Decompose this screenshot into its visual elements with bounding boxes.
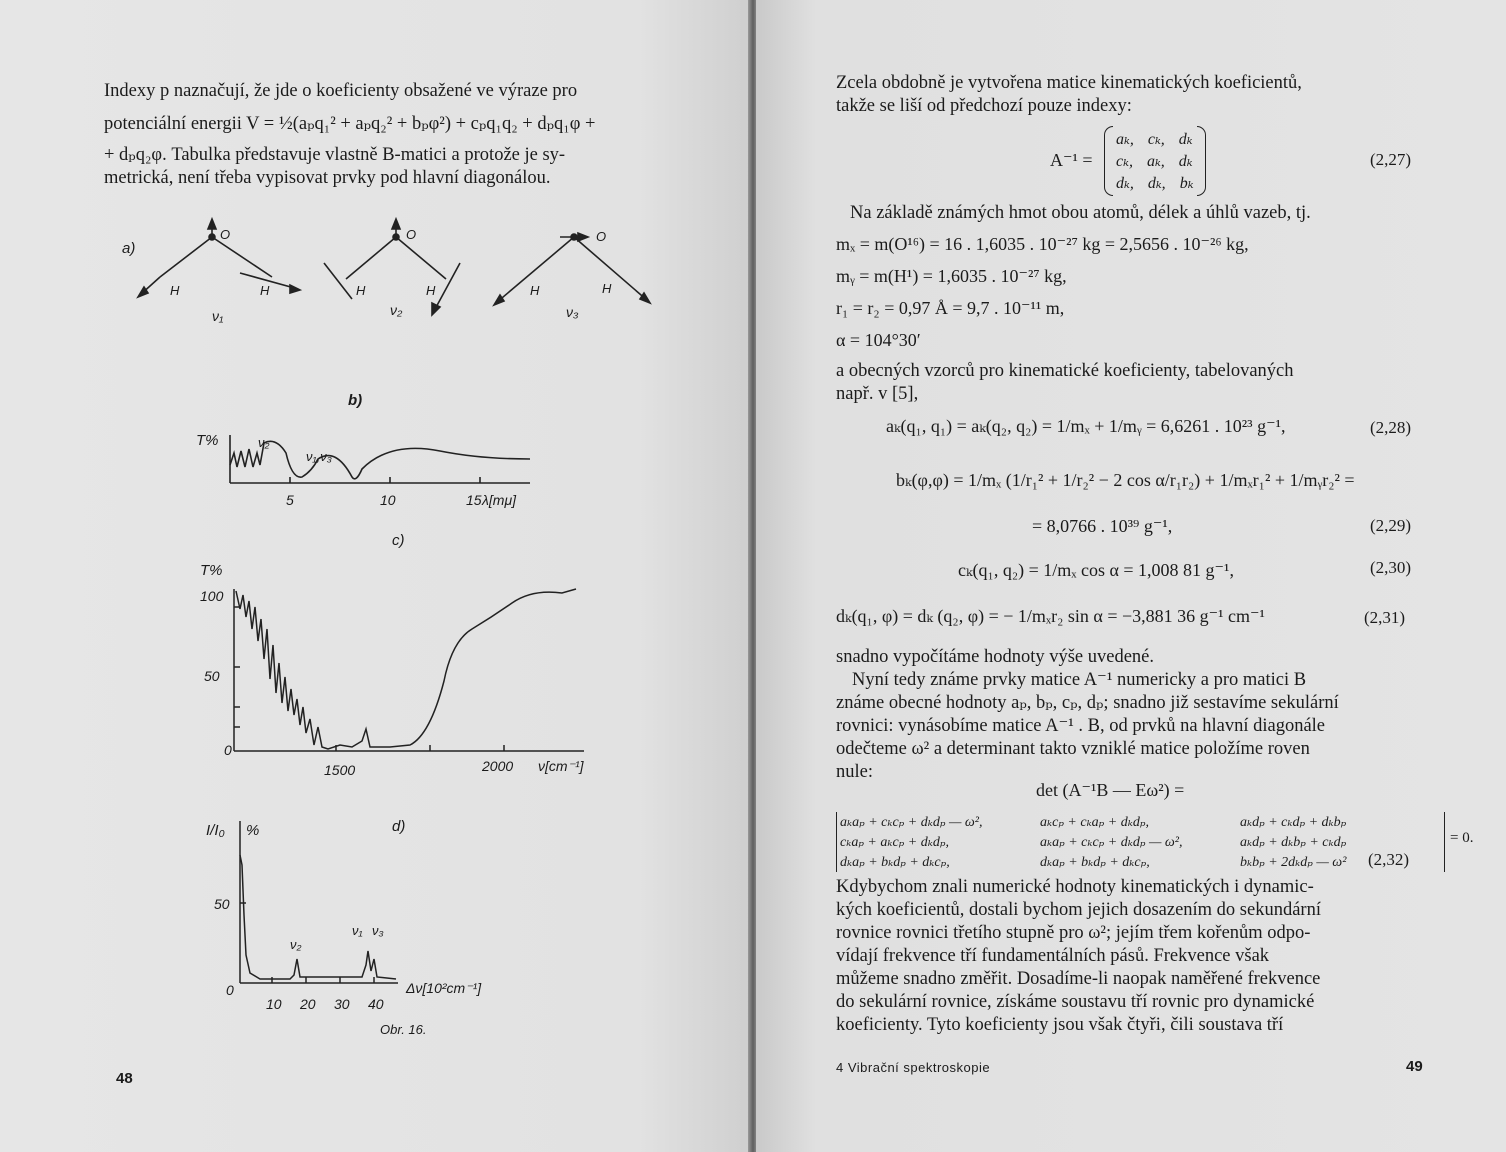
determinant-title: det (A⁻¹B — Eω²) = xyxy=(1036,780,1185,800)
nu1-d: ν₁ xyxy=(352,923,363,938)
text-line: rovnice rovnici třetího stupně pro ω²; jejím třem kořenům odpo- xyxy=(836,923,1311,943)
svg-text:O: O xyxy=(220,227,231,242)
b-ylabel: T% xyxy=(196,432,219,449)
figure-16 xyxy=(100,215,660,1045)
svg-text:O: O xyxy=(596,229,607,244)
nu1-label: ν₁ xyxy=(212,308,224,324)
nu13-b: ν₁,ν₃ xyxy=(306,449,332,464)
const-alpha: α = 104°30′ xyxy=(836,330,921,350)
equation-number-2-27: (2,27) xyxy=(1370,150,1412,169)
nu3-d: ν₃ xyxy=(372,923,384,938)
text-line: a obecných vzorců pro kinematické koeficienty, tabelovaných xyxy=(836,361,1294,381)
d-ylabel: I/I₀ xyxy=(206,822,225,839)
determinant-rhs: = 0. xyxy=(1450,830,1474,846)
const-r: r₁ = r₂ = 0,97 Å = 9,7 . 10⁻¹¹ m, xyxy=(836,298,1065,318)
molecule-nu3 xyxy=(494,233,650,305)
text-line: + dₚq₂φ. Tabulka představuje vlastně B-matici a protože je sy- xyxy=(104,145,566,165)
paragraph-1 xyxy=(836,72,1422,118)
equation-b-result: = 8,0766 . 10³⁹ g⁻¹, xyxy=(1032,516,1173,536)
spectrum-b xyxy=(230,435,530,483)
equation-b: bₖ(φ,φ) = 1/mₓ (1/r₁² + 1/r₂² − 2 cos α/r₁r₂) + 1/mₓr₁² + 1/mᵧr₂² = xyxy=(896,470,1355,490)
text-line: Kdybychom znali numerické hodnoty kinematických i dynamic- xyxy=(836,877,1314,897)
kinematic-matrix: aₖ, cₖ, dₖ cₖ, aₖ, dₖ dₖ, dₖ, bₖ xyxy=(1116,128,1194,194)
const-mx: mₓ = m(O¹⁶) = 16 . 1,6035 . 10⁻²⁷ kg = 2,5656 . 10⁻²⁶ kg, xyxy=(836,234,1249,254)
svg-text:O: O xyxy=(406,227,417,242)
page-number-right: 49 xyxy=(1406,1058,1423,1075)
matrix-lhs: A⁻¹ = xyxy=(1050,150,1093,170)
text-line: snadno vypočítáme hodnoty výše uvedené. xyxy=(836,647,1155,667)
label-a: a) xyxy=(122,240,136,257)
svg-text:10: 10 xyxy=(380,492,396,508)
text-line: metrická, není třeba vypisovat prvky pod hlavní diagonálou. xyxy=(104,168,551,188)
svg-text:5: 5 xyxy=(286,492,294,508)
text-line: Na základě známých hmot obou atomů, délek a úhlů vazeb, tj. xyxy=(850,203,1311,223)
left-page xyxy=(0,0,750,1152)
svg-text:20: 20 xyxy=(300,996,316,1012)
b-xlabel: λ[mμ] xyxy=(482,492,517,508)
paragraph-4 xyxy=(836,646,1422,784)
svg-text:H: H xyxy=(602,281,612,296)
svg-text:H: H xyxy=(170,283,180,298)
text-line: Indexy p naznačují, že jde o koeficienty obsažené ve výraze pro xyxy=(104,81,578,101)
svg-text:50: 50 xyxy=(204,668,220,684)
text-line: koeficienty. Tyto koeficienty jsou však čtyři, čili soustava tří xyxy=(836,1015,1284,1035)
paragraph-3 xyxy=(836,360,1422,406)
text-line: potenciální energii V = ½(aₚq₁² + aₚq₂² + bₚφ²) + cₚq₁q₂ + dₚq₁φ + xyxy=(104,114,596,134)
equation-number-2-28: (2,28) xyxy=(1370,418,1412,437)
c-ylabel: T% xyxy=(200,562,223,579)
text-line: vídají frekvence tří fundamentálních pásů. Frekvence však xyxy=(836,946,1270,966)
svg-text:H: H xyxy=(426,283,436,298)
right-page xyxy=(756,0,1506,1152)
running-footer: 4 Vibrační spektroskopie xyxy=(836,1060,991,1075)
svg-text:50: 50 xyxy=(214,896,230,912)
nu2-label: ν₂ xyxy=(390,302,403,318)
d-unit: % xyxy=(246,822,260,839)
text-line: odečteme ω² a determinant takto vzniklé matice položíme roven xyxy=(836,739,1310,759)
secular-determinant: aₖaₚ + cₖcₚ + dₖdₚ — ω², aₖcₚ + cₖaₚ + dₖdₚ, aₖdₚ + cₖdₚ + dₖbₚ cₖaₚ + aₖcₚ + dₖdₚ, aₖaₚ + cₖcₚ + dₖdₚ — ω², aₖdₚ + dₖbₚ + cₖdₚ dₖaₚ + bₖdₚ + dₖcₚ, dₖaₚ + bₖdₚ + dₖcₚ, bₖbₚ + 2dₖdₚ — ω² xyxy=(840,812,1440,872)
text-line: Nyní tedy známe prvky matice A⁻¹ numericky a pro matici B xyxy=(852,670,1307,690)
text-line: rovnici: vynásobíme matice A⁻¹ . B, od prvků na hlavní diagonále xyxy=(836,716,1326,736)
svg-text:H: H xyxy=(260,283,270,298)
text-line: např. v [5], xyxy=(836,384,919,404)
molecule-nu1 xyxy=(138,219,300,297)
text-line: takže se liší od předchozí pouze indexy: xyxy=(836,96,1132,116)
svg-text:10: 10 xyxy=(266,996,282,1012)
text-line: do sekulární rovnice, získáme soustavu tří rovnic pro dynamické xyxy=(836,992,1315,1012)
c-xlabel: ν[cm⁻¹] xyxy=(538,758,584,774)
svg-text:H: H xyxy=(530,283,540,298)
svg-text:15: 15 xyxy=(466,492,482,508)
spectrum-d xyxy=(240,821,398,983)
label-d: d) xyxy=(392,818,406,835)
d-xlabel: Δν[10²cm⁻¹] xyxy=(406,980,482,996)
text-line: kých koeficientů, dostali bychom jejich dosazením do sekundární xyxy=(836,900,1321,920)
page-number-left: 48 xyxy=(116,1070,133,1087)
equation-a: aₖ(q₁, q₁) = aₖ(q₂, q₂) = 1/mₓ + 1/mᵧ = 6,6261 . 10²³ g⁻¹, xyxy=(886,416,1286,436)
svg-text:30: 30 xyxy=(334,996,350,1012)
svg-text:H: H xyxy=(356,283,366,298)
const-my: mᵧ = m(H¹) = 1,6035 . 10⁻²⁷ kg, xyxy=(836,266,1067,286)
label-c: c) xyxy=(392,532,405,549)
svg-text:2000: 2000 xyxy=(482,758,514,774)
text-line: nule: xyxy=(836,762,873,782)
label-b: b) xyxy=(348,392,363,409)
nu3-label: ν₃ xyxy=(566,304,579,320)
molecule-nu2 xyxy=(324,219,460,315)
equation-number-2-30: (2,30) xyxy=(1370,558,1412,577)
svg-text:0: 0 xyxy=(226,982,234,998)
equation-number-2-31: (2,31) xyxy=(1364,608,1406,627)
paragraph-5 xyxy=(836,876,1422,1037)
spectrum-c xyxy=(234,589,584,751)
equation-d: dₖ(q₁, φ) = dₖ (q₂, φ) = − 1/mₓr₂ sin α = −3,881 36 g⁻¹ cm⁻¹ xyxy=(836,606,1265,626)
text-line: známe obecné hodnoty aₚ, bₚ, cₚ, dₚ; snadno již sestavíme sekulární xyxy=(836,693,1339,713)
svg-text:0: 0 xyxy=(224,742,232,758)
equation-c: cₖ(q₁, q₂) = 1/mₓ cos α = 1,008 81 g⁻¹, xyxy=(958,560,1234,580)
svg-text:100: 100 xyxy=(200,588,224,604)
svg-text:40: 40 xyxy=(368,996,384,1012)
text-line: Zcela obdobně je vytvořena matice kinematických koeficientů, xyxy=(836,73,1302,93)
equation-number-2-29: (2,29) xyxy=(1370,516,1412,535)
text-line: můžeme snadno změřit. Dosadíme-li naopak naměřené frekvence xyxy=(836,969,1321,989)
figure-caption: Obr. 16. xyxy=(380,1022,427,1037)
paragraph-2 xyxy=(850,202,1430,225)
equation-number-2-32: (2,32) xyxy=(1368,850,1410,869)
intro-paragraph xyxy=(104,80,689,190)
nu2-b: ν₂ xyxy=(258,435,270,450)
nu2-d: ν₂ xyxy=(290,937,302,952)
svg-text:1500: 1500 xyxy=(324,762,356,778)
